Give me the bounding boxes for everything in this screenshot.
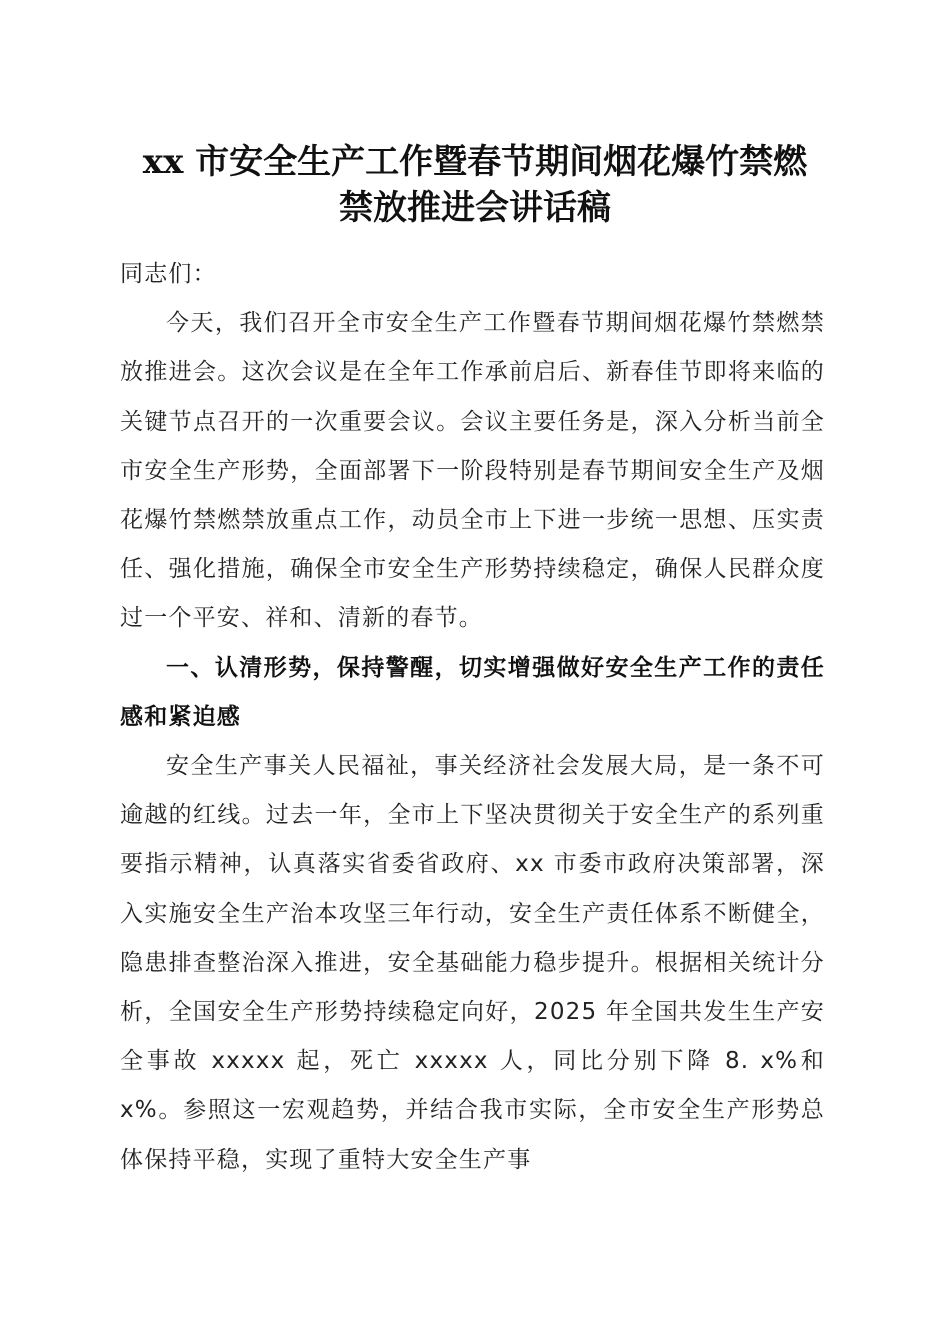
paragraph-opening: 今天，我们召开全市安全生产工作暨春节期间烟花爆竹禁燃禁放推进会。这次会议是在全年工作承前启后、新春佳节即将来临的关键节点召开的一次重要会议。会议主要任务是，深入分析当前全市安全生产形势，全面部署下一阶段特别是春节期间安全生产及烟花爆竹禁燃禁放重点工作，动员全市上下进一步统一思想、压实责任、强化措施，确保全市安全生产形势持续稳定，确保人民群众度过一个平安、祥和、清新的春节。 (120, 310, 825, 632)
document-body (120, 250, 825, 1185)
section-heading-1: 一、认清形势，保持警醒，切实增强做好安全生产工作的责任感和紧迫感 (120, 654, 825, 730)
document-title-line-2: 禁放推进会讲话稿 (339, 188, 611, 228)
paragraph-section-1: 安全生产事关人民福祉，事关经济社会发展大局，是一条不可逾越的红线。过去一年，全市上下坚决贯彻关于安全生产的系列重要指示精神，认真落实省委省政府、xx 市委市政府决策部署，深入实施安全生产治本攻坚三年行动，安全生产责任体系不断健全，隐患排查整治深入推进，安全基础能力稳步提升。根据相关统计分析，全国安全生产形势持续稳定向好，2025 年全国共发生生产安全事故 xxxxx 起，死亡 xxxxx 人，同比分别下降 8. x%和 x%。参照这一宏观趋势，并结合我市实际，全市安全生产形势总体保持平稳，实现了重特大安全生产事 (120, 753, 825, 1173)
document-title-line-1: xx 市安全生产工作暨春节期间烟花爆竹禁燃 (142, 142, 808, 182)
salutation: 同志们： (120, 261, 217, 287)
